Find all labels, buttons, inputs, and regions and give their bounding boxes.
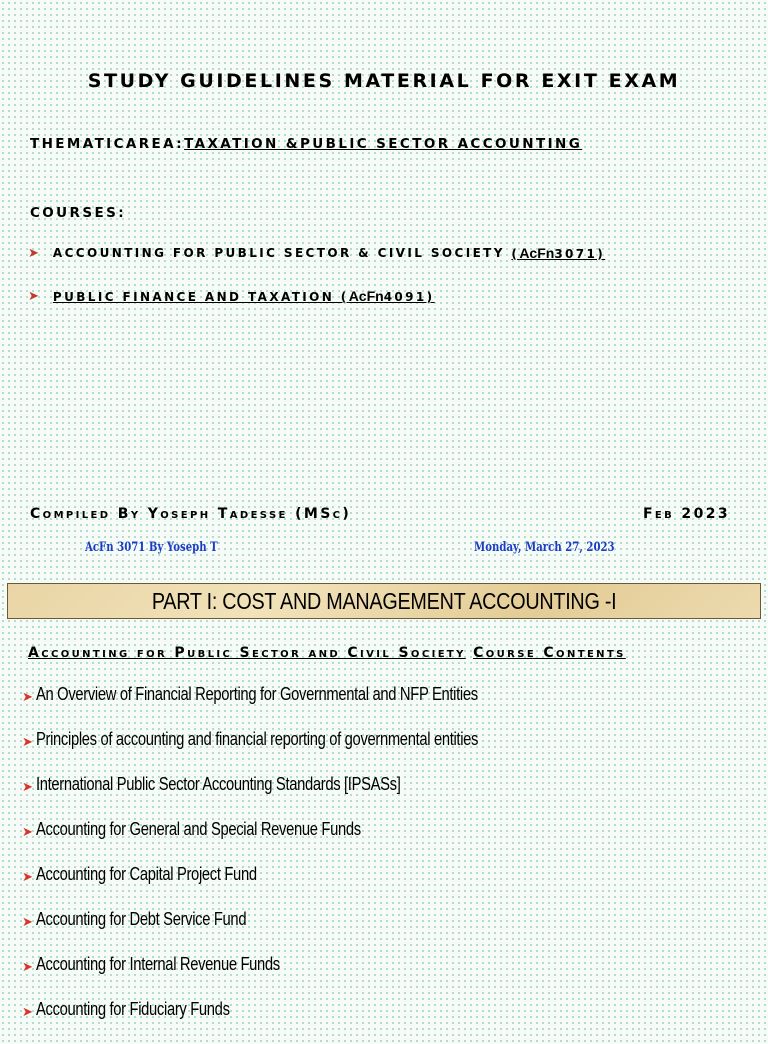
arrow-bullet-icon: ➤ bbox=[22, 914, 33, 929]
arrow-bullet-icon: ➤ bbox=[22, 1004, 33, 1019]
arrow-bullet-icon: ➤ bbox=[22, 869, 33, 884]
slide-footer-date: Monday, March 27, 2023 bbox=[474, 540, 615, 555]
list-item: ➤ Accounting for Capital Project Fund bbox=[22, 864, 257, 884]
list-item: ➤ Accounting for Internal Revenue Funds bbox=[22, 954, 280, 974]
course-item bbox=[28, 288, 435, 304]
course-name: ACCOUNTING FOR PUBLIC SECTOR & CIVIL SOCIETY bbox=[52, 246, 505, 260]
arrow-bullet-icon: ➤ bbox=[22, 959, 33, 974]
course-name: PUBLIC FINANCE AND TAXATION (AcFn4091) bbox=[52, 288, 435, 304]
compiled-by: Compiled By Yoseph Tadesse (MSc) bbox=[30, 506, 352, 522]
list-item: ➤ Accounting for General and Special Revenue Funds bbox=[22, 819, 361, 839]
course-contents-list bbox=[22, 684, 575, 1044]
list-item: ➤ Principles of accounting and financial reporting of governmental entities bbox=[22, 729, 479, 749]
course-item bbox=[28, 245, 605, 261]
list-item: ➤ An Overview of Financial Reporting for Governmental and NFP Entities bbox=[22, 684, 478, 704]
thematic-area bbox=[30, 136, 582, 152]
arrow-bullet-icon: ➤ bbox=[22, 689, 33, 704]
page-title: STUDY GUIDELINES MATERIAL FOR EXIT EXAM bbox=[87, 70, 681, 92]
thematic-prefix: THEMATICAREA: bbox=[30, 136, 185, 152]
courses-label: COURSES: bbox=[30, 205, 127, 221]
slide-footer-left: AcFn 3071 By Yoseph T bbox=[85, 540, 218, 555]
thematic-area-name: TAXATION &PUBLIC SECTOR ACCOUNTING bbox=[184, 136, 583, 152]
arrow-bullet-icon: ➤ bbox=[22, 779, 33, 794]
course-code: (AcFn3071) bbox=[511, 245, 606, 261]
section-heading-text: Accounting for Public Sector and Civil Society bbox=[28, 645, 466, 661]
document-date: Feb 2023 bbox=[642, 506, 730, 522]
list-item: ➤ Accounting for Debt Service Fund bbox=[22, 909, 247, 929]
part-banner bbox=[7, 583, 761, 619]
arrow-bullet-icon: ➤ bbox=[28, 288, 39, 304]
list-item: ➤ International Public Sector Accounting Standards [IPSASs] bbox=[22, 774, 401, 794]
part-banner-title: PART I: COST AND MANAGEMENT ACCOUNTING -I bbox=[151, 587, 617, 614]
arrow-bullet-icon: ➤ bbox=[28, 245, 39, 261]
section-heading bbox=[28, 645, 626, 661]
list-item: ➤ Accounting for Fiduciary Funds bbox=[22, 999, 230, 1019]
arrow-bullet-icon: ➤ bbox=[22, 734, 33, 749]
arrow-bullet-icon: ➤ bbox=[22, 824, 33, 839]
section-heading-suffix: Course Contents bbox=[473, 645, 626, 661]
